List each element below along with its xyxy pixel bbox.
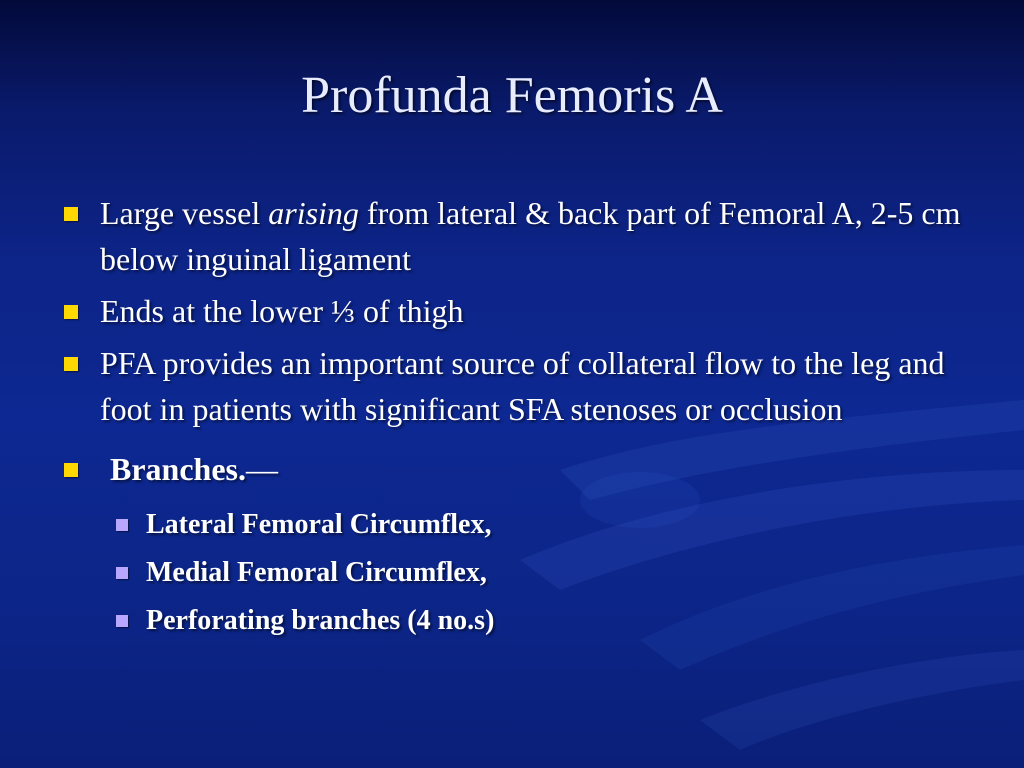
- bullet-item-collateral-flow: [62, 340, 962, 432]
- bullet-list: [62, 190, 962, 650]
- square-bullet-icon: [64, 357, 78, 371]
- bullet-text-suffix: from lateral & back part of Femoral A, 2-5 cm below inguinal ligament: [100, 195, 961, 277]
- bullet-text-bold: Branches.: [110, 451, 246, 487]
- bullet-item-arising: [62, 190, 962, 282]
- square-bullet-icon: [64, 207, 78, 221]
- bullet-text: PFA provides an important source of collateral flow to the leg and foot in patients with significant SFA stenoses or occlusion: [100, 345, 945, 427]
- bullet-item-branches: [62, 446, 962, 492]
- sub-bullet-text: Medial Femoral Circumflex,: [146, 557, 487, 588]
- bullet-text: Ends at the lower ⅓ of thigh: [100, 293, 464, 329]
- bullet-text-dash: —: [246, 451, 278, 487]
- bullet-text-emphasis: arising: [268, 195, 359, 231]
- bullet-item-ends: [62, 288, 962, 334]
- square-sub-bullet-icon: [116, 519, 128, 531]
- slide-title: Profunda Femoris A: [301, 67, 723, 124]
- square-bullet-icon: [64, 463, 78, 477]
- bullet-text-prefix: Large vessel: [100, 195, 269, 231]
- square-sub-bullet-icon: [116, 567, 128, 579]
- sub-bullet-item: [108, 554, 962, 592]
- square-sub-bullet-icon: [116, 615, 128, 627]
- square-bullet-icon: [64, 305, 78, 319]
- sub-bullet-item: [108, 602, 962, 640]
- sub-bullet-text: Perforating branches (4 no.s): [146, 605, 495, 636]
- sub-bullet-item: [108, 506, 962, 544]
- sub-bullet-text: Lateral Femoral Circumflex,: [146, 509, 492, 540]
